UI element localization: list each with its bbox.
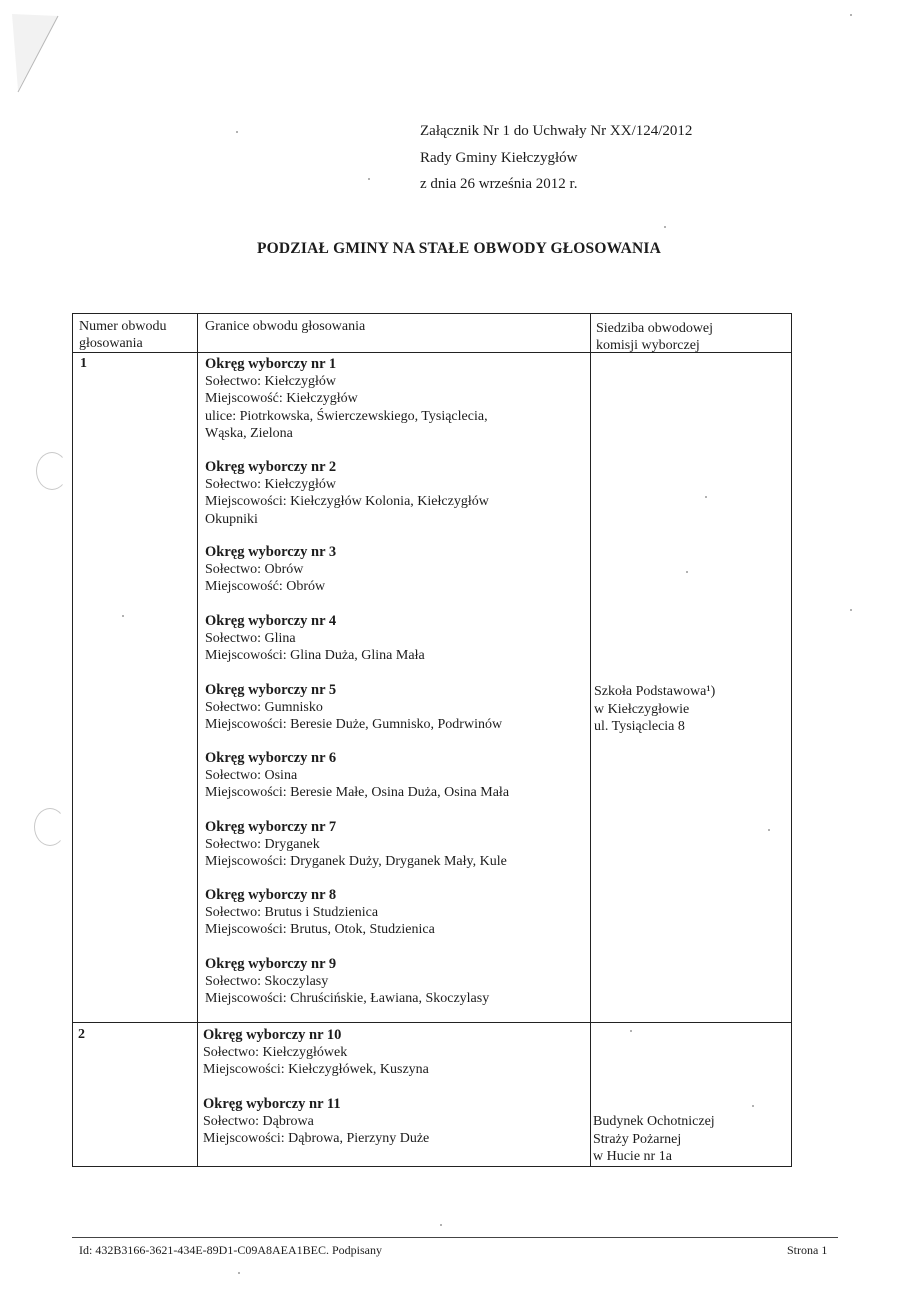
- scan-speck: [368, 178, 370, 180]
- scan-speck: [440, 1224, 442, 1226]
- electoral-area: Okręg wyborczy nr 2 Sołectwo: Kiełczygłów Miejscowości: Kiełczygłów Kolonia, Kiełczygłów Okupniki: [205, 459, 489, 527]
- column-header-boundaries: Granice obwodu głosowania: [205, 319, 366, 334]
- document-id: Id: 432B3166-3621-434E-89D1-C09A8AEA1BEC. Podpisany: [79, 1243, 382, 1257]
- scan-speck: [664, 226, 666, 228]
- header-line-attachment: Załącznik Nr 1 do Uchwały Nr XX/124/2012: [420, 123, 693, 139]
- header-line-date: z dnia 26 września 2012 r.: [420, 176, 578, 192]
- scan-speck: [850, 14, 852, 16]
- electoral-area: Okręg wyborczy nr 10 Sołectwo: Kiełczygłówek Miejscowości: Kiełczygłówek, Kuszyna: [203, 1027, 429, 1078]
- commission-seat: Szkoła Podstawowa¹) w Kiełczygłowie ul. Tysiąclecia 8: [594, 684, 716, 734]
- scan-punch-hole-mark: [34, 808, 66, 846]
- column-header-number: Numer obwodu głosowania: [79, 319, 167, 351]
- commission-seat: Budynek Ochotniczej Straży Pożarnej w Hucie nr 1a: [593, 1114, 715, 1164]
- electoral-area: Okręg wyborczy nr 11 Sołectwo: Dąbrowa Miejscowości: Dąbrowa, Pierzyny Duże: [203, 1096, 430, 1147]
- district-number: 2: [78, 1027, 85, 1042]
- footer-rule: [72, 1237, 838, 1238]
- electoral-area: Okręg wyborczy nr 9 Sołectwo: Skoczylasy Miejscowości: Chruścińskie, Ławiana, Skoczylasy: [205, 956, 490, 1007]
- district-number: 1: [80, 356, 87, 371]
- page-number: Strona 1: [787, 1243, 828, 1257]
- electoral-area: Okręg wyborczy nr 8 Sołectwo: Brutus i Studzienica Miejscowości: Brutus, Otok, Studzienica: [205, 887, 435, 938]
- scan-speck: [236, 131, 238, 133]
- table-row-divider: [72, 1022, 792, 1023]
- scan-punch-hole-mark: [36, 452, 68, 490]
- electoral-area: Okręg wyborczy nr 7 Sołectwo: Dryganek Miejscowości: Dryganek Duży, Dryganek Mały, Kule: [205, 819, 507, 870]
- electoral-area: Okręg wyborczy nr 6 Sołectwo: Osina Miejscowości: Beresie Małe, Osina Duża, Osina Mała: [205, 750, 510, 801]
- scan-corner-mark: [8, 10, 68, 100]
- resolution-header: [420, 118, 692, 198]
- document-title: PODZIAŁ GMINY NA STAŁE OBWODY GŁOSOWANIA: [256, 240, 662, 257]
- scan-speck: [238, 1272, 240, 1274]
- header-line-council: Rady Gminy Kiełczygłów: [420, 149, 578, 166]
- table-column-divider: [197, 313, 198, 1167]
- scan-speck: [850, 609, 852, 611]
- electoral-area: Okręg wyborczy nr 1 Sołectwo: Kiełczygłów Miejscowość: Kiełczygłów ulice: Piotrkowska, Świerczewskiego, Tysiąclecia, Wąska, Zielona: [205, 356, 488, 441]
- electoral-area: Okręg wyborczy nr 5 Sołectwo: Gumnisko Miejscowości: Beresie Duże, Gumnisko, Podrwinów: [205, 682, 503, 733]
- column-header-seat: Siedziba obwodowej komisji wyborczej: [596, 321, 714, 353]
- electoral-area: Okręg wyborczy nr 3 Sołectwo: Obrów Miejscowość: Obrów: [205, 544, 337, 595]
- table-column-divider: [590, 313, 591, 1167]
- electoral-area: Okręg wyborczy nr 4 Sołectwo: Glina Miejscowości: Glina Duża, Glina Mała: [205, 613, 425, 664]
